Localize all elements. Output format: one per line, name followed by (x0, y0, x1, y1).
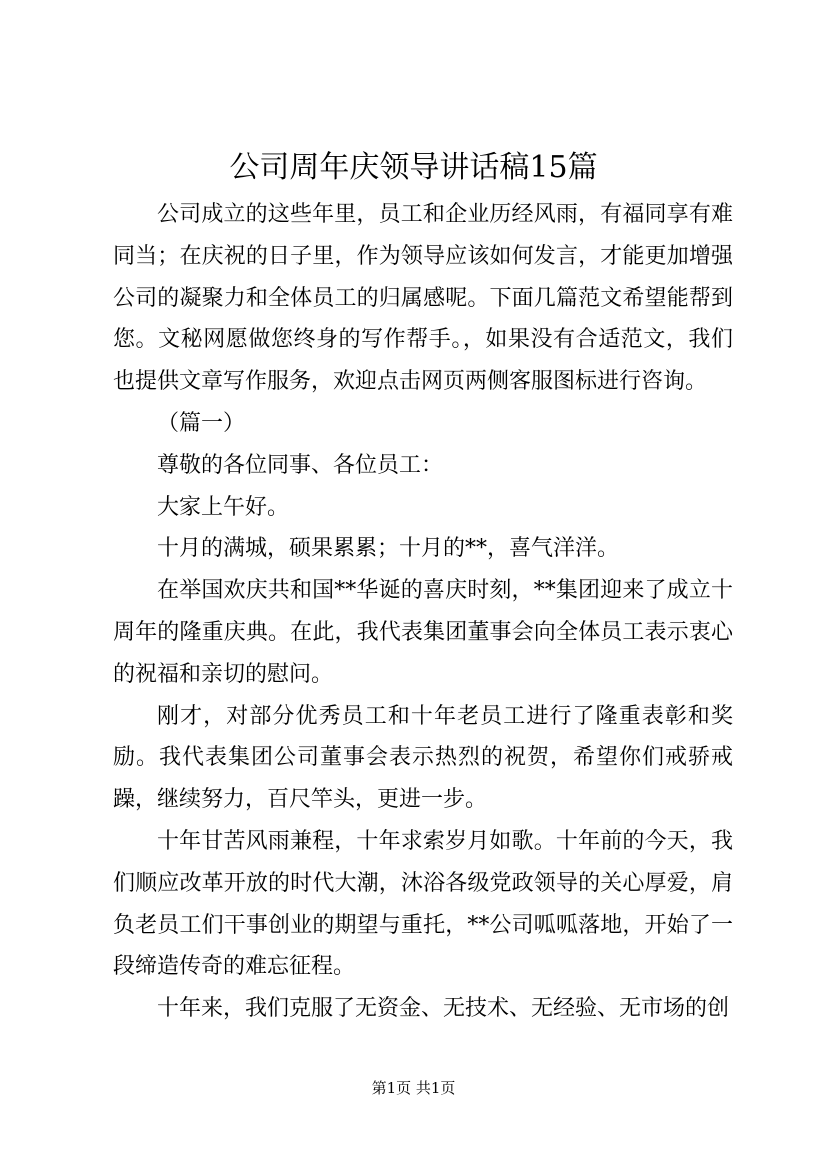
document-title: 公司周年庆领导讲话稿15篇 (229, 150, 598, 185)
paragraph-greeting: 大家上午好。 (157, 494, 290, 520)
paragraph-ten-years: 十年甘苦风雨兼程，十年求索岁月如歌。十年前的今天，我们顺应改革开放的时代大潮，沐浴各级党政领导的关心厚爱，肩负老员工们干事创业的期望与重托，**公司呱呱落地，开始了一段缔造传奇的难忘征程。 (113, 828, 733, 980)
page-footer: 第1页 共1页 (371, 1079, 456, 1097)
paragraph-celebration: 在举国欢庆共和国**华诞的喜庆时刻，**集团迎来了成立十周年的隆重庆典。在此，我代表集团董事会向全体员工表示衷心的祝福和亲切的慰问。 (113, 578, 733, 687)
document-body (113, 194, 733, 1030)
paragraph-commendation: 刚才，对部分优秀员工和十年老员工进行了隆重表彰和奖励。我代表集团公司董事会表示热烈的祝贺，希望你们戒骄戒躁，继续努力，百尺竿头，更进一步。 (113, 703, 733, 813)
paragraph-section-label: （篇一） (157, 410, 246, 436)
paragraph-salutation: 尊敬的各位同事、各位员工： (157, 452, 444, 478)
paragraph-october: 十月的满城，硕果累累；十月的**，喜气洋洋。 (157, 536, 620, 562)
paragraph-overcome: 十年来，我们克服了无资金、无技术、无经验、无市场的创 (157, 996, 730, 1022)
paragraph-intro: 公司成立的这些年里，员工和企业历经风雨，有福同享有难同当；在庆祝的日子里，作为领导应该如何发言，才能更加增强公司的凝聚力和全体员工的归属感呢。下面几篇范文希望能帮到您。文秘网愿做您终身的写作帮手。，如果没有合适范文，我们也提供文章写作服务，欢迎点击网页两侧客服图标进行咨询。 (113, 202, 733, 395)
